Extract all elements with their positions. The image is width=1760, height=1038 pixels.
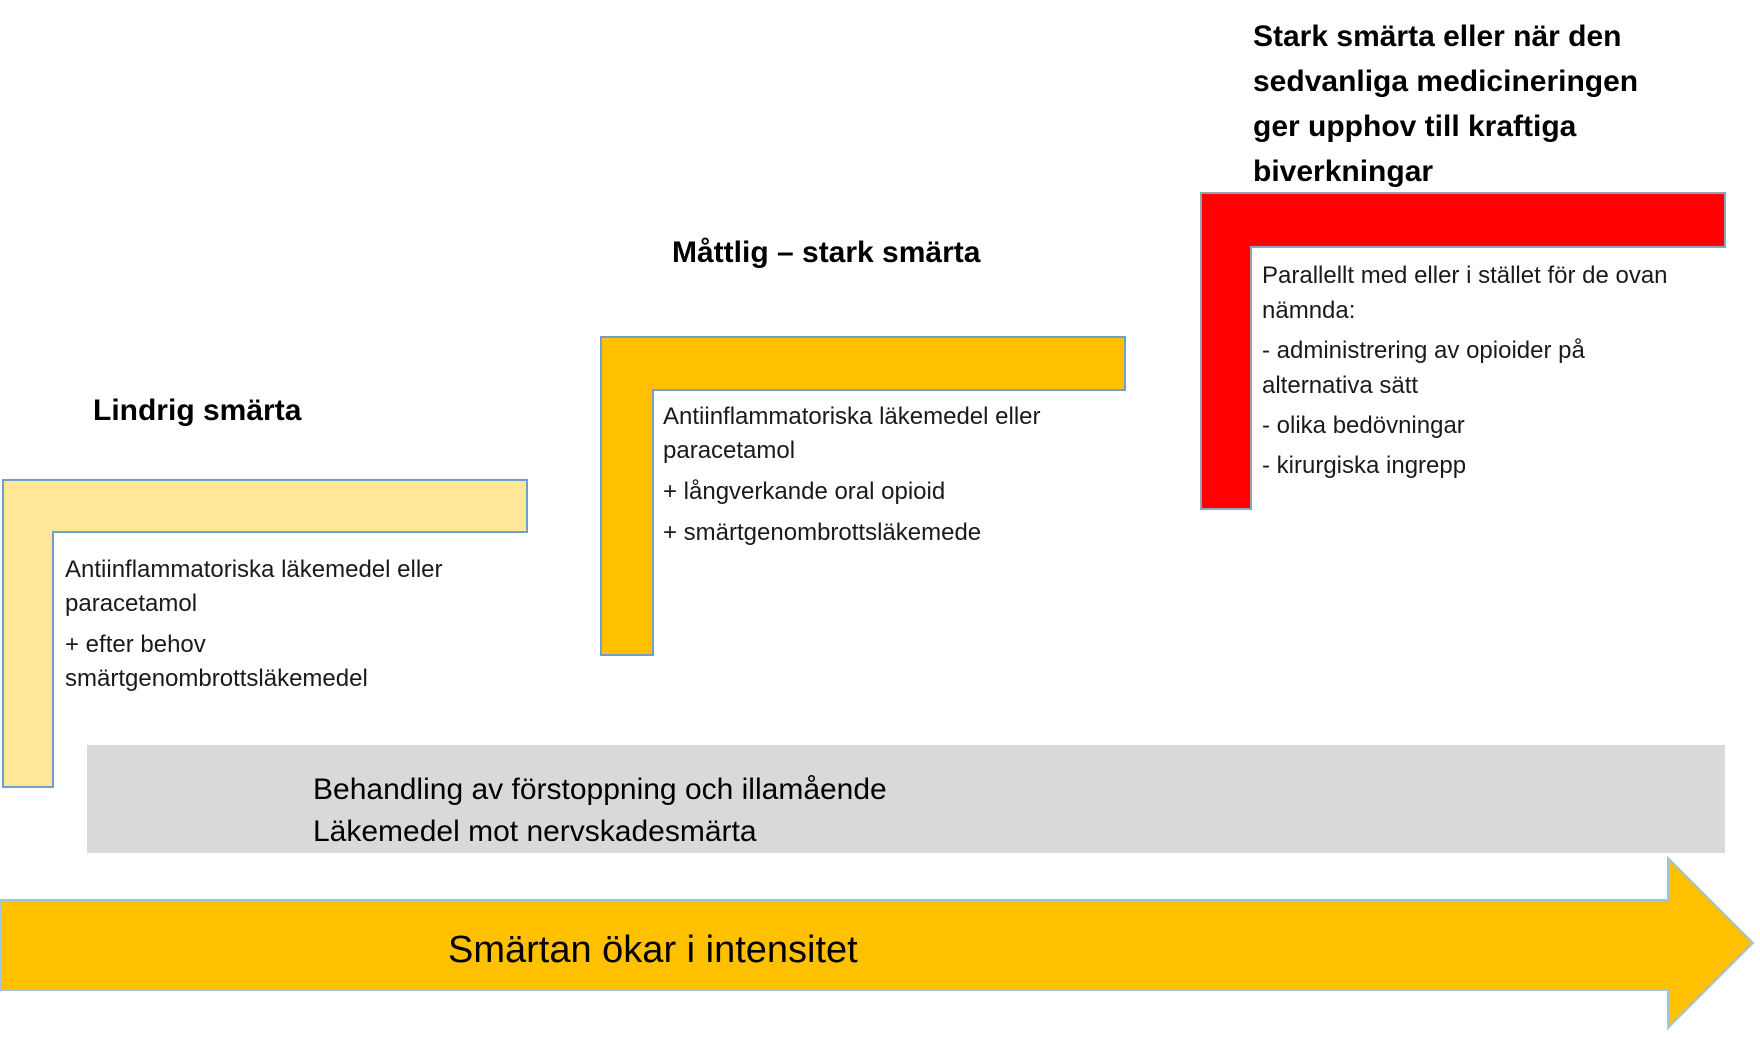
- note-paragraph: [663, 516, 1083, 550]
- note-line: paracetamol: [65, 590, 198, 617]
- note-line: paracetamol: [663, 437, 796, 464]
- step3-note: [1262, 258, 1722, 488]
- note-line: - kirurgiska ingrepp: [1262, 452, 1467, 479]
- note-line: + smärtgenombrottsläkemede: [663, 519, 982, 546]
- intensity-arrow: [0, 850, 1758, 1038]
- note-paragraph: [1262, 258, 1722, 328]
- note-line: smärtgenombrottsläkemedel: [65, 665, 368, 692]
- note-paragraph: [1262, 408, 1722, 443]
- intensity-arrow-label: Smärtan ökar i intensitet: [448, 929, 858, 971]
- note-paragraph: [1262, 333, 1722, 403]
- baseline-treatment-text: [313, 769, 887, 853]
- note-paragraph: [1262, 448, 1722, 483]
- note-line: alternativa sätt: [1262, 372, 1419, 399]
- note-line: nämnda:: [1262, 297, 1356, 324]
- note-paragraph: [65, 628, 485, 696]
- baseline-line: Behandling av förstoppning och illamående: [313, 773, 887, 806]
- note-line: - administrering av opioider på: [1262, 337, 1585, 364]
- step1-note: [65, 553, 485, 703]
- step3-title-line: biverkningar: [1253, 155, 1434, 188]
- note-line: - olika bedövningar: [1262, 412, 1465, 439]
- note-line: + långverkande oral opioid: [663, 478, 946, 505]
- step3-title-line: Stark smärta eller när den: [1253, 20, 1622, 53]
- step3-title: [1253, 14, 1638, 194]
- step3-title-line: ger upphov till kraftiga: [1253, 110, 1577, 143]
- note-line: Antiinflammatoriska läkemedel eller: [663, 403, 1041, 430]
- step3-title-line: sedvanliga medicineringen: [1253, 65, 1639, 98]
- baseline-line: Läkemedel mot nervskadesmärta: [313, 815, 757, 848]
- step1-title: Lindrig smärta: [93, 394, 302, 427]
- note-line: Parallellt med eller i stället för de ovan: [1262, 262, 1668, 289]
- step2-title: Måttlig – stark smärta: [672, 236, 981, 269]
- note-line: Antiinflammatoriska läkemedel eller: [65, 556, 443, 583]
- note-paragraph: [65, 553, 485, 621]
- note-paragraph: [663, 475, 1083, 509]
- intensity-arrow-polygon: [1, 858, 1753, 1028]
- note-paragraph: [663, 400, 1083, 468]
- note-line: + efter behov: [65, 631, 206, 658]
- step2-note: [663, 400, 1083, 557]
